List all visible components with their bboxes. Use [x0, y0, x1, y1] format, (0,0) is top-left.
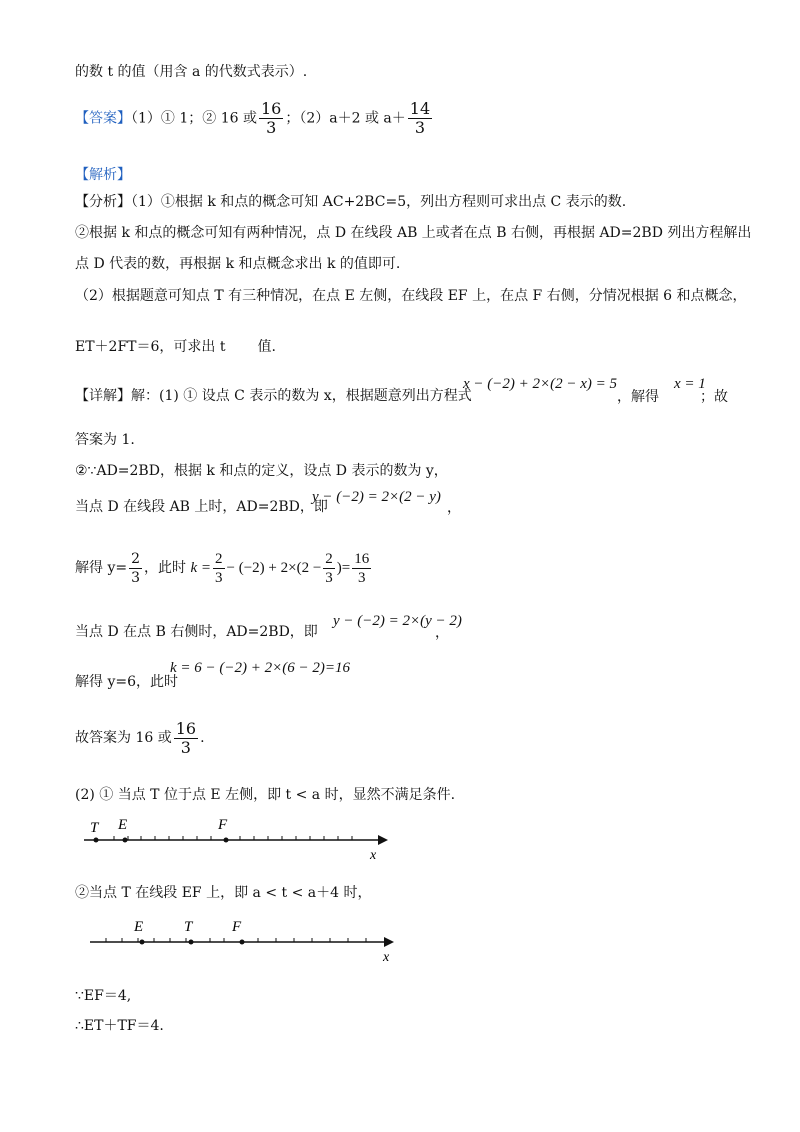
detail-tail: ；故 [700, 389, 728, 405]
case2-line: 当点 D 在点 B 右侧时，AD=2BD，即 [75, 624, 318, 640]
answer-is-1: 答案为 1. [75, 432, 135, 448]
since-ef: ∵EF＝4, [75, 988, 132, 1004]
intro-line: 的数 t 的值（用含 a 的代数式表示）. [75, 64, 308, 80]
answer-fraction-1: $\frac{16}{3}$ [260, 99, 282, 137]
axis-label-x: x [370, 848, 377, 863]
point-t [94, 838, 99, 843]
answer-line [75, 100, 434, 137]
answer-part2: ；（2）a＋2 或 a＋ [285, 110, 406, 127]
k-expression-1: k = $\frac{2}{3}$ − (−2) + 2×(2 − $\frac{2}{3}$ )= $\frac{16}{3}$ [190, 551, 370, 587]
final-answer-line: 故答案为 16 或 $\frac{16}{3}$ . [75, 718, 205, 757]
analysis-line-3: 点 D 代表的数，再根据 k 和点概念求出 k 的值即可. [75, 256, 401, 272]
point-f [224, 838, 229, 843]
case2-equation: y − (−2) = 2×(y − 2) [333, 613, 462, 629]
label-t: T [184, 919, 193, 935]
label-e: E [134, 919, 144, 935]
detail-line-1: 【详解】解：(1) ① 设点 C 表示的数为 x，根据题意列出方程式 [75, 388, 472, 404]
point-e [140, 940, 145, 945]
label-f: F [232, 919, 242, 935]
part2-case2: ②当点 T 在线段 EF 上，即 a < t < a＋4 时， [75, 885, 372, 901]
answer-part1: （1）① 1；② 16 或 [131, 110, 257, 127]
part-d-statement: ②∵AD=2BD，根据 k 和点的定义，设点 D 表示的数为 y， [75, 463, 448, 479]
final-fraction: $\frac{16}{3}$ [175, 718, 197, 757]
analysis-tag: 【分析】 [75, 194, 131, 210]
solution2-line: 解得 y=6，此时 [75, 674, 178, 690]
part2-case1: (2) ① 当点 T 位于点 E 左侧，即 t < a 时，显然不满足条件. [75, 787, 456, 803]
detail-solve-label: ，解得 [617, 389, 659, 405]
analysis-heading: 【解析】 [75, 167, 131, 183]
fraction-y: $\frac{2}{3}$ [131, 550, 141, 586]
case1-equation: y − (−2) = 2×(2 − y) [312, 489, 441, 505]
label-t: T [90, 820, 99, 836]
case1-comma: ， [447, 500, 461, 516]
number-line-2 [86, 914, 398, 966]
detail-tag: 【详解】 [75, 388, 131, 404]
case1-line: 当点 D 在线段 AB 上时，AD=2BD，即 [75, 499, 328, 515]
equation-c: x − (−2) + 2×(2 − x) = 5 [463, 376, 618, 392]
solution1-line: 解得 y= $\frac{2}{3}$ ，此时 k = $\frac{2}{3}$ − (−2) + 2×(2 − $\frac{2}{3}$ )= $\frac{16}{3}$ [75, 549, 373, 587]
axis-label-x: x [383, 950, 390, 965]
answer-tag: 【答案】 [75, 110, 131, 127]
analysis-line-1: 【分析】（1）①根据 k 和点的概念可知 AC+2BC=5，列出方程则可求出点 C 表示的数. [75, 194, 627, 210]
arrow-icon [378, 835, 388, 845]
number-line-1 [80, 812, 390, 864]
answer-fraction-2: $\frac{14}{3}$ [409, 99, 431, 137]
label-e: E [118, 817, 128, 833]
therefore-et: ∴ET＋TF＝4. [75, 1018, 164, 1034]
point-f [240, 940, 245, 945]
label-f: F [218, 817, 228, 833]
point-e [123, 838, 128, 843]
analysis-line-2: ②根据 k 和点的概念可知有两种情况，点 D 在线段 AB 上或者在点 B 右侧，再根据 AD=2BD 列出方程解出 [75, 225, 752, 241]
k-expression-2: k = 6 − (−2) + 2×(6 − 2)=16 [170, 660, 350, 676]
analysis-line-4: （2）根据题意可知点 T 有三种情况，在点 E 左侧，在线段 EF 上，在点 F 右侧，分情况根据 6 和点概念， [75, 288, 747, 304]
analysis-line-5: ET＋2FT＝6，可求出 t 值. [75, 339, 276, 355]
point-t [189, 940, 194, 945]
solution-x: x = 1 [674, 376, 706, 392]
arrow-icon [384, 937, 394, 947]
case2-comma: ， [435, 625, 449, 641]
